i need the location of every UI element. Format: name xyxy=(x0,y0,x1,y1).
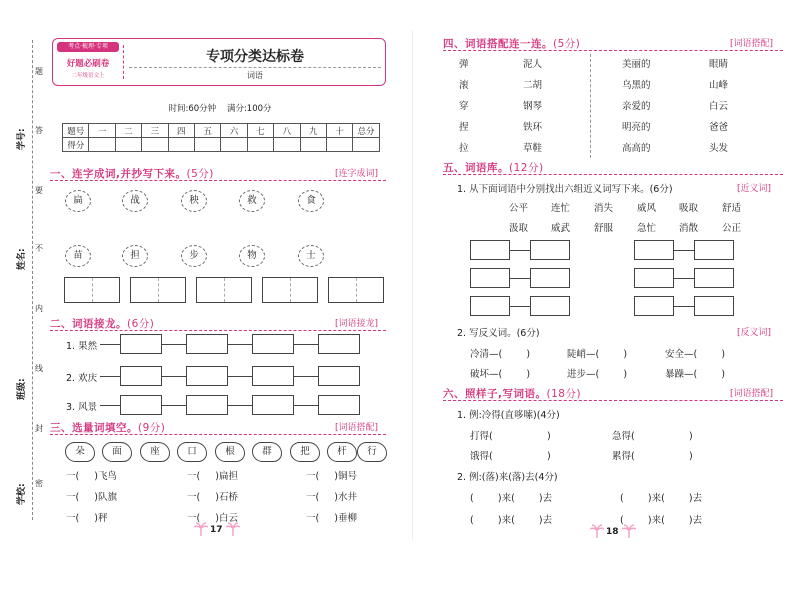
example-item[interactable]: ( )来( )去 xyxy=(470,515,553,526)
synonym-box[interactable] xyxy=(694,240,734,260)
match-word: 捏 xyxy=(459,122,469,133)
word-bank-item: 消散 xyxy=(679,223,699,234)
match-word: 高高的 xyxy=(622,143,651,154)
char-node: 物 xyxy=(239,245,265,267)
measure-word-option: 面 xyxy=(102,442,132,462)
match-word: 白云 xyxy=(709,101,729,112)
copy-grid[interactable] xyxy=(262,277,318,303)
question-text: 1. 从下面词语中分别找出六组近义词写下来。(6分) xyxy=(457,184,673,195)
antonym-item[interactable]: 暴躁—( ) xyxy=(665,369,726,380)
chain-box[interactable] xyxy=(120,366,162,386)
score-cell[interactable] xyxy=(89,138,115,152)
match-word: 美丽的 xyxy=(622,59,651,70)
measure-word-option: 把 xyxy=(290,442,320,462)
section-2-title: 二、词语接龙。(6分) xyxy=(50,318,155,330)
section-2-tag: [词语接龙] xyxy=(335,319,379,329)
time-score-meta: 时间:60分钟 满分:100分 xyxy=(168,104,272,114)
margin-word: 答 xyxy=(35,126,43,135)
chain-box[interactable] xyxy=(252,366,294,386)
antonym-item[interactable]: 安全—( ) xyxy=(665,349,726,360)
match-word: 泥人 xyxy=(523,59,543,70)
score-cell[interactable] xyxy=(221,138,247,152)
copy-grid[interactable] xyxy=(328,277,384,303)
measure-word-option: 座 xyxy=(140,442,170,462)
section-6-tag: [词语搭配] xyxy=(730,389,774,399)
chain-box[interactable] xyxy=(318,395,360,415)
page-number: 18 xyxy=(606,527,619,537)
section-3-title: 三、选量词填空。(9分) xyxy=(50,422,166,434)
antonym-tag: [反义词] xyxy=(737,328,772,338)
grade-label: 二年级语文上 xyxy=(71,73,105,79)
header-badge xyxy=(57,41,119,83)
score-header-cell: 九 xyxy=(300,124,326,138)
score-cell[interactable] xyxy=(274,138,300,152)
word-bank-item: 公平 xyxy=(509,203,529,214)
match-word: 山峰 xyxy=(709,80,729,91)
example-item[interactable]: 打得( ) xyxy=(470,431,551,442)
example-item[interactable]: ( )来( )去 xyxy=(620,515,703,526)
margin-word: 要 xyxy=(35,186,43,195)
chain-item-label: 2. 欢庆 xyxy=(66,373,98,384)
chain-box[interactable] xyxy=(120,395,162,415)
margin-word: 内 xyxy=(35,304,43,313)
word-bank-item: 威风 xyxy=(637,203,657,214)
chain-box[interactable] xyxy=(186,334,228,354)
brand-name: 好题必刷卷 xyxy=(66,59,110,69)
section-3-tag: [词语搭配] xyxy=(335,423,379,433)
score-cell[interactable] xyxy=(142,138,168,152)
score-header-cell: 一 xyxy=(89,124,115,138)
match-word: 头发 xyxy=(709,143,729,154)
measure-word-option: 朵 xyxy=(65,442,95,462)
word-bank-item: 连忙 xyxy=(551,203,571,214)
word-bank-item: 吸取 xyxy=(679,203,699,214)
synonym-tag: [近义词] xyxy=(737,184,772,194)
section-6-title: 六、照样子,写词语。(18分) xyxy=(443,388,582,400)
measure-word-option: 根 xyxy=(215,442,245,462)
fill-item[interactable]: 一( )白云 xyxy=(187,513,239,524)
chain-item-label: 3. 风景 xyxy=(66,402,98,413)
question-text: 2. 写反义词。(6分) xyxy=(457,328,540,339)
match-word: 明亮的 xyxy=(622,122,651,133)
name-label: 姓名: xyxy=(17,248,27,270)
page-number: 17 xyxy=(210,525,223,535)
fill-item[interactable]: 一( )飞鸟 xyxy=(66,471,118,482)
margin-word: 封 xyxy=(35,424,43,433)
school-label: 学校: xyxy=(17,483,27,505)
match-word: 钢琴 xyxy=(523,101,543,112)
score-header-cell: 十 xyxy=(326,124,352,138)
palm-icon xyxy=(622,524,636,538)
section-1-tag: [连字成词] xyxy=(335,169,379,179)
question-text: 2. 例:(落)来(落)去(4分) xyxy=(457,472,558,483)
question-text: 1. 例:冷得(直哆嗦)(4分) xyxy=(457,410,560,421)
score-header-cell: 题号 xyxy=(63,124,89,138)
chain-item-label: 1. 果然 xyxy=(66,341,98,352)
match-word: 铁环 xyxy=(523,122,543,133)
antonym-item[interactable]: 冷清—( ) xyxy=(470,349,531,360)
class-label: 班级: xyxy=(17,378,27,400)
synonym-box[interactable] xyxy=(530,268,570,288)
palm-icon xyxy=(226,522,240,536)
margin-word: 不 xyxy=(35,244,43,253)
chain-box[interactable] xyxy=(252,334,294,354)
score-table xyxy=(62,123,380,152)
margin-word: 题 xyxy=(35,67,43,76)
char-node: 战 xyxy=(122,190,148,212)
synonym-box[interactable] xyxy=(470,268,510,288)
fill-item[interactable]: 一( )队旗 xyxy=(66,492,118,503)
binding-margin xyxy=(0,30,50,530)
margin-word: 线 xyxy=(35,364,43,373)
word-bank-item: 舒服 xyxy=(594,223,614,234)
synonym-box[interactable] xyxy=(634,296,674,316)
match-word: 亲爱的 xyxy=(622,101,651,112)
char-node: 步 xyxy=(181,245,207,267)
measure-word-option: 杆 xyxy=(327,442,357,462)
match-word: 弹 xyxy=(459,59,469,70)
fill-item[interactable]: 一( )水井 xyxy=(306,492,358,503)
chain-box[interactable] xyxy=(186,366,228,386)
chain-box[interactable] xyxy=(318,366,360,386)
char-node: 救 xyxy=(239,190,265,212)
word-bank-item: 舒适 xyxy=(722,203,742,214)
header-tag: 考点·梳理·专项 xyxy=(57,42,119,52)
char-node: 士 xyxy=(298,245,324,267)
fill-item[interactable]: 一( )扁担 xyxy=(187,471,239,482)
match-word: 乌黑的 xyxy=(622,80,651,91)
example-item[interactable]: 累得( ) xyxy=(612,451,693,462)
score-header-cell: 三 xyxy=(142,124,168,138)
example-item[interactable]: 急得( ) xyxy=(612,431,693,442)
score-header-cell: 四 xyxy=(168,124,194,138)
synonym-box[interactable] xyxy=(634,268,674,288)
fill-item[interactable]: 一( )垂柳 xyxy=(306,513,358,524)
copy-grid[interactable] xyxy=(196,277,252,303)
fill-item[interactable]: 一( )秤 xyxy=(66,513,108,524)
score-cell[interactable] xyxy=(326,138,352,152)
char-node: 秧 xyxy=(181,190,207,212)
match-word: 二胡 xyxy=(523,80,543,91)
synonym-box[interactable] xyxy=(694,268,734,288)
header-banner xyxy=(52,38,386,86)
synonym-box[interactable] xyxy=(530,296,570,316)
example-item[interactable]: 饿得( ) xyxy=(470,451,551,462)
synonym-box[interactable] xyxy=(470,296,510,316)
section-1-title: 一、连字成词,并抄写下来。(5分) xyxy=(50,168,214,180)
antonym-item[interactable]: 破坏—( ) xyxy=(470,369,531,380)
char-node: 苗 xyxy=(65,245,91,267)
synonym-box[interactable] xyxy=(694,296,734,316)
score-header-cell: 六 xyxy=(221,124,247,138)
score-header-cell: 七 xyxy=(247,124,273,138)
synonym-box[interactable] xyxy=(530,240,570,260)
char-node: 食 xyxy=(298,190,324,212)
score-cell[interactable] xyxy=(247,138,273,152)
match-word: 眼睛 xyxy=(709,59,729,70)
score-cell[interactable] xyxy=(300,138,326,152)
score-row-label: 得分 xyxy=(63,138,89,152)
fill-item[interactable]: 一( )铜号 xyxy=(306,471,358,482)
measure-word-option: 口 xyxy=(177,442,207,462)
word-bank-item: 急忙 xyxy=(637,223,657,234)
match-word: 拉 xyxy=(459,143,469,154)
score-cell[interactable] xyxy=(353,138,379,152)
chain-box[interactable] xyxy=(120,334,162,354)
synonym-box[interactable] xyxy=(634,240,674,260)
palm-icon xyxy=(590,524,604,538)
word-bank-item: 消失 xyxy=(594,203,614,214)
measure-word-option: 行 xyxy=(357,442,387,462)
char-node: 扁 xyxy=(65,190,91,212)
page-title: 专项分类达标卷 xyxy=(206,49,304,65)
match-word: 穿 xyxy=(459,101,469,112)
word-bank-item: 威武 xyxy=(551,223,571,234)
copy-grid[interactable] xyxy=(130,277,186,303)
measure-word-option: 群 xyxy=(252,442,282,462)
chain-box[interactable] xyxy=(318,334,360,354)
score-header-cell: 总分 xyxy=(353,124,379,138)
chain-box[interactable] xyxy=(186,395,228,415)
antonym-item[interactable]: 陡峭—( ) xyxy=(567,349,628,360)
char-node: 担 xyxy=(122,245,148,267)
score-cell[interactable] xyxy=(115,138,141,152)
score-cell[interactable] xyxy=(194,138,220,152)
word-bank-item: 公正 xyxy=(722,223,742,234)
student-id-label: 学号: xyxy=(17,128,27,150)
section-5-title: 五、词语库。(12分) xyxy=(443,162,544,174)
match-word: 草鞋 xyxy=(523,143,543,154)
word-bank-item: 汲取 xyxy=(509,223,529,234)
fill-item[interactable]: 一( )石桥 xyxy=(187,492,239,503)
palm-icon xyxy=(194,522,208,536)
score-header-cell: 二 xyxy=(115,124,141,138)
score-header-cell: 八 xyxy=(274,124,300,138)
match-word: 爸爸 xyxy=(709,122,729,133)
example-item[interactable]: ( )来( )去 xyxy=(620,493,703,504)
score-cell[interactable] xyxy=(168,138,194,152)
score-header-cell: 五 xyxy=(194,124,220,138)
section-4-title: 四、词语搭配连一连。(5分) xyxy=(443,38,581,50)
example-item[interactable]: ( )来( )去 xyxy=(470,493,553,504)
margin-word: 密 xyxy=(35,479,43,488)
section-4-tag: [词语搭配] xyxy=(730,39,774,49)
chain-box[interactable] xyxy=(252,395,294,415)
match-word: 滚 xyxy=(459,80,469,91)
antonym-item[interactable]: 进步—( ) xyxy=(567,369,628,380)
page-subtitle: 词语 xyxy=(247,71,263,80)
copy-grid[interactable] xyxy=(64,277,120,303)
synonym-box[interactable] xyxy=(470,240,510,260)
